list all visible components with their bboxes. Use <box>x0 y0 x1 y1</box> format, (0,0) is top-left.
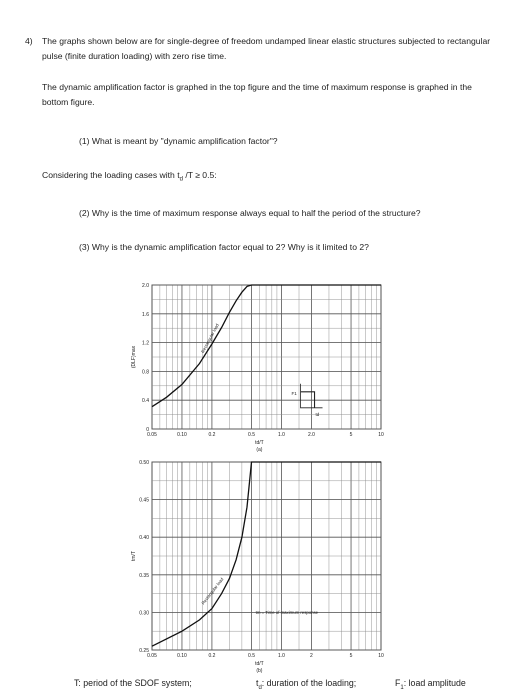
x-tick-label: 0.2 <box>208 653 216 659</box>
y-axis-label: tm/T <box>131 551 137 561</box>
x-tick-label: 0.5 <box>248 653 255 659</box>
y-tick-label: 0.8 <box>142 369 149 376</box>
footer-force-rest: : load amplitude <box>403 678 466 688</box>
footer-period: T: period of the SDOF system; <box>74 678 192 688</box>
footer-duration-sub: d <box>258 684 262 691</box>
x-tick-label: 0.5 <box>248 432 255 438</box>
y-tick-label: 0.30 <box>139 610 149 617</box>
y-tick-label: 0 <box>146 427 149 433</box>
footer-force <box>395 678 466 691</box>
x-tick-label: 2.0 <box>307 432 315 438</box>
footer-duration <box>256 678 356 691</box>
y-tick-label: 2.0 <box>142 283 149 289</box>
considering-sub: d <box>179 176 183 183</box>
x-tick-label: 0.10 <box>177 653 187 659</box>
x-tick-label: 5 <box>349 653 353 659</box>
y-tick-label: 0.50 <box>139 460 149 466</box>
subcaption: (b) <box>256 668 263 674</box>
x-tick-label: 0.2 <box>208 432 216 438</box>
x-tick-label: 1.0 <box>278 653 285 659</box>
y-tick-label: 1.2 <box>142 340 149 347</box>
footer-force-sub: 1 <box>400 684 404 691</box>
x-tick-label: 1.0 <box>278 432 285 438</box>
x-tick-label: 0.05 <box>147 653 157 659</box>
y-tick-label: 0.45 <box>139 497 149 504</box>
y-tick-label: 0.40 <box>139 535 149 542</box>
curve-label: Rectangular load <box>200 322 220 354</box>
inset-label-td: td <box>315 411 320 417</box>
x-axis-label: td/T <box>255 661 264 667</box>
y-axis-label: (DLF)max <box>131 345 137 369</box>
question-intro: The graphs shown below are for single-degree of freedom undamped linear elastic structures subjected to rectangular pulse (finite duration loading) with zero rise time. <box>42 36 491 61</box>
subquestion-1: (1) What is meant by "dynamic amplification factor"? <box>79 136 278 146</box>
dlf-chart <box>131 283 384 453</box>
subquestion-3: (3) Why is the dynamic amplification factor equal to 2? Why is it limited to 2? <box>79 242 369 252</box>
curve-label: Rectangular load <box>200 576 225 606</box>
y-tick-label: 0.4 <box>142 398 149 405</box>
time-max-response-chart <box>131 460 384 674</box>
x-tick-label: 2 <box>310 653 313 659</box>
y-tick-label: 1.6 <box>142 311 149 318</box>
question-number: 4) <box>25 36 33 46</box>
inset-label-f1: F1 <box>291 390 297 396</box>
x-tick-label: 10 <box>378 653 384 659</box>
x-axis-label: td/T <box>255 440 264 446</box>
question-paragraph: The dynamic amplification factor is graphed in the top figure and the time of maximum response is graphed in the bottom figure. <box>42 82 472 107</box>
x-tick-label: 0.05 <box>147 432 157 438</box>
subcaption: (a) <box>256 447 263 453</box>
subquestion-2: (2) Why is the time of maximum response always equal to half the period of the structure? <box>79 208 421 218</box>
x-tick-label: 10 <box>378 432 384 438</box>
considering-rest: /T ≥ 0.5: <box>182 170 217 180</box>
annotation-tm: tm = Time of maximum response <box>255 609 319 615</box>
considering-text: Considering the loading cases with t <box>42 170 180 180</box>
footer-duration-rest: : duration of the loading; <box>261 678 357 688</box>
footer-duration-t: t <box>256 678 259 688</box>
y-tick-label: 0.25 <box>139 648 149 654</box>
y-tick-label: 0.35 <box>139 572 149 579</box>
footer-force-f: F <box>395 678 401 688</box>
x-tick-label: 5 <box>349 432 353 438</box>
x-tick-label: 0.10 <box>177 432 187 438</box>
